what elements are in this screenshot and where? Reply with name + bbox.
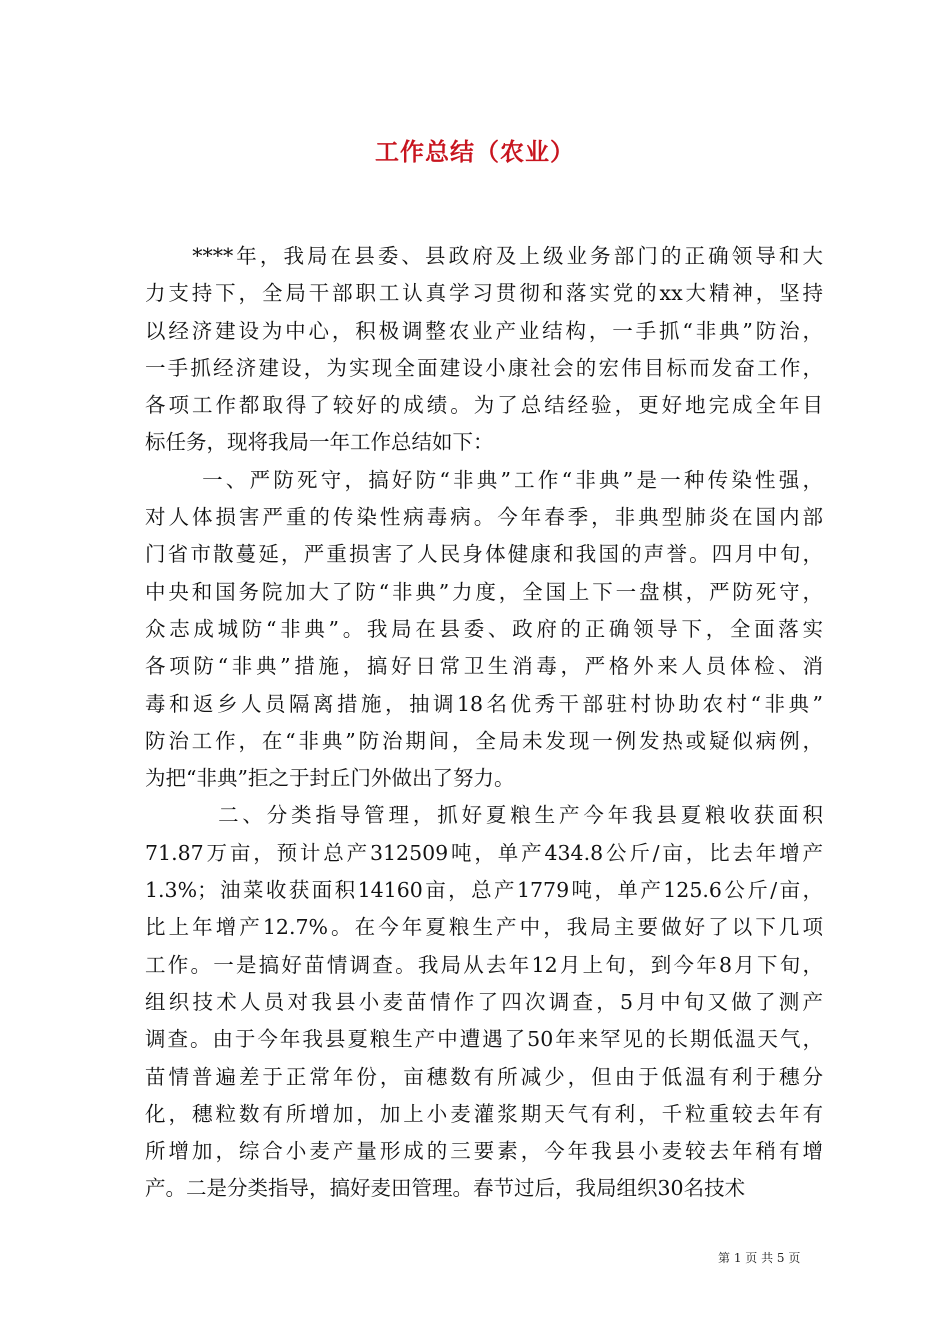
paragraph-indent	[145, 244, 192, 268]
text-line: 中央和国务院加大了防“非典”力度，全国上下一盘棋，严防死守，	[145, 579, 823, 604]
text-line: 一、严防死守，搞好防“非典”工作“非典”是一种传染性强，	[145, 462, 823, 499]
text-line: ****年，我局在县委、县政府及上级业务部门的正确领导和大	[145, 238, 823, 275]
document-body	[145, 238, 823, 1208]
text-line: 各项工作都取得了较好的成绩。为了总结经验，更好地完成全年目	[145, 393, 823, 418]
text-line: 二、分类指导管理，抓好夏粮生产今年我县夏粮收获面积	[145, 797, 823, 834]
text-line: 毒和返乡人员隔离措施，抽调18名优秀干部驻村协助农村“非典”	[145, 691, 823, 716]
page-number: 第 1 页 共 5 页	[718, 1251, 801, 1265]
document-title: 工作总结（农业）	[375, 137, 575, 166]
paragraph	[145, 462, 823, 798]
text-line: 为把“非典”拒之于封丘门外做出了努力。	[145, 766, 515, 791]
paragraph	[145, 238, 823, 462]
text-line: 化，穗粒数有所增加，加上小麦灌浆期天气有利，千粒重较去年有	[145, 1101, 823, 1126]
text-line: 71.87万亩，预计总产312509吨，单产434.8公斤/亩，比去年增产	[145, 840, 823, 865]
text-line: 所增加，综合小麦产量形成的三要素，今年我县小麦较去年稍有增	[145, 1139, 823, 1164]
text-line: 各项防“非典”措施，搞好日常卫生消毒，严格外来人员体检、消	[145, 654, 823, 679]
text-line: 比上年增产12.7%。在今年夏粮生产中，我局主要做好了以下几项	[145, 915, 823, 940]
text-line: 门省市散蔓延，严重损害了人民身体健康和我国的声誉。四月中旬，	[145, 542, 823, 567]
text-line: 产。二是分类指导，搞好麦田管理。春节过后，我局组织30名技术	[145, 1176, 746, 1201]
paragraph	[145, 797, 823, 1207]
text-line: 众志成城防“非典”。我局在县委、政府的正确领导下，全面落实	[145, 616, 823, 641]
text-line: 一手抓经济建设，为实现全面建设小康社会的宏伟目标而发奋工作，	[145, 355, 823, 380]
text-line: 调查。由于今年我县夏粮生产中遭遇了50年来罕见的长期低温天气，	[145, 1027, 823, 1052]
text-line: 以经济建设为中心，积极调整农业产业结构，一手抓“非典”防治，	[145, 318, 823, 343]
text-line: 苗情普遍差于正常年份，亩穗数有所减少，但由于低温有利于穗分	[145, 1064, 823, 1089]
paragraph-indent	[145, 468, 202, 492]
text-line: 工作。一是搞好苗情调查。我局从去年12月上旬，到今年8月下旬，	[145, 952, 823, 977]
text-line: 对人体损害严重的传染性病毒病。今年春季，非典型肺炎在国内部	[145, 505, 823, 530]
text-line: 1.3%；油菜收获面积14160亩，总产1779吨，单产125.6公斤/亩，	[145, 878, 823, 903]
text-line: 标任务，现将我局一年工作总结如下：	[145, 430, 494, 455]
text-line: 力支持下，全局干部职工认真学习贯彻和落实党的xx大精神，坚持	[145, 281, 823, 306]
paragraph-indent	[145, 803, 218, 827]
text-line: 防治工作，在“非典”防治期间，全局未发现一例发热或疑似病例，	[145, 728, 823, 753]
text-line: 组织技术人员对我县小麦苗情作了四次调查，5月中旬又做了测产	[145, 989, 823, 1014]
